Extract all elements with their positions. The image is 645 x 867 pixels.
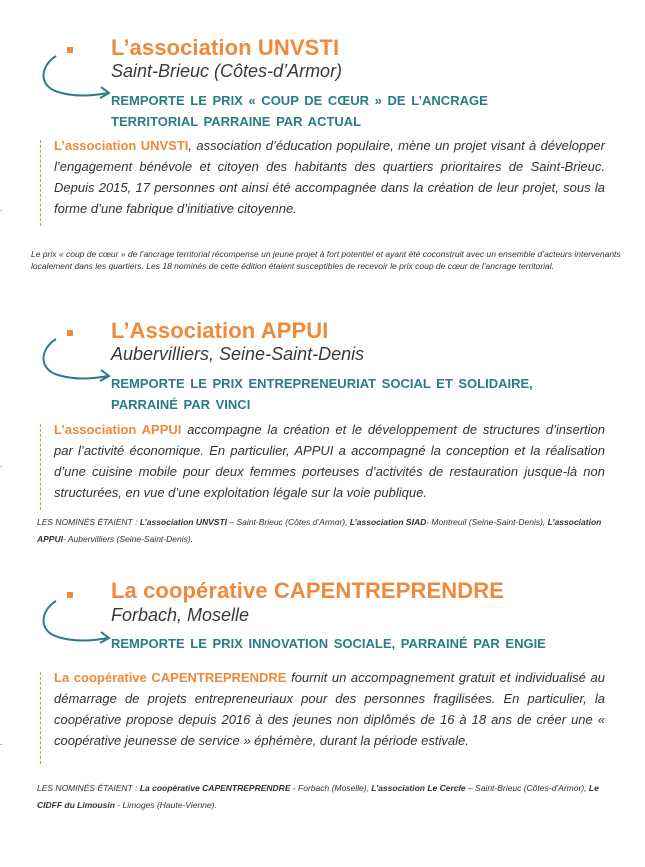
nominee-name: Le CIDFF du Limousin xyxy=(37,783,599,810)
description-highlight: L’association APPUI xyxy=(54,422,182,437)
nominee-name: L’association SIAD xyxy=(349,517,427,527)
prize-note: Le prix « coup de cœur » de l’ancrage territorial récompense un jeune projet à fort potentiel et ayant été coconstruit avec un ensemble d’acteurs intervenants localement dans les quartiers. Les 18 nominés de cette édition étaient susceptibles de recevoir le prix coup de cœur de l’ancrage territorial. xyxy=(31,249,621,271)
nominee-name: L’association UNVSTI xyxy=(139,517,228,527)
section-description xyxy=(54,667,605,751)
prize-heading xyxy=(111,633,631,654)
section-location: Saint-Brieuc (Côtes-d’Armor) xyxy=(111,61,343,81)
prize-line: REMPORTE LE PRIX « COUP DE CŒUR » DE L’ANCRAGE xyxy=(111,93,488,108)
nominee-name: La coopérative CAPENTREPRENDRE xyxy=(139,783,291,793)
nominees-list xyxy=(37,780,607,814)
section-title: L’association UNVSTI xyxy=(111,35,340,60)
nominee-place: - Aubervilliers (Seine-Saint-Denis). xyxy=(62,534,194,544)
prize-line: REMPORTE LE PRIX INNOVATION SOCIALE, PARRAINÉ PAR ENGIE xyxy=(111,636,546,651)
prize-line: REMPORTE LE PRIX ENTREPRENEURIAT SOCIAL ET SOLIDAIRE, xyxy=(111,376,533,391)
section-location: Forbach, Moselle xyxy=(111,605,250,625)
section-location: Aubervilliers, Seine-Saint-Denis xyxy=(111,344,365,364)
nominee-place: - Montreuil (Seine-Saint-Denis), xyxy=(426,517,548,527)
nominee-name: L’association APPUI xyxy=(37,517,602,544)
section-title: La coopérative CAPENTREPRENDRE xyxy=(111,578,504,603)
dashed-rule xyxy=(40,672,41,764)
section-title: L’Association APPUI xyxy=(111,318,329,343)
description-text: fournit un accompagnement gratuit et individualisé au démarrage de projets entrepreneuriaux pour des personnes fragilisées. En particulier, la coopérative propose depuis 2016 à des jeunes non diplômés de 16 à 18 ans de créer une « coopérative jeunesse de service » éphémère, durant la période estivale. xyxy=(54,670,605,748)
nominees-label: LES NOMINÉS ÉTAIENT : xyxy=(37,517,140,527)
nominees-label: LES NOMINÉS ÉTAIENT : xyxy=(37,783,140,793)
prize-line: TERRITORIAL PARRAINE PAR ACTUAL xyxy=(111,114,362,129)
nominee-place: - Forbach (Moselle), xyxy=(290,783,372,793)
description-highlight: La coopérative CAPENTREPRENDRE xyxy=(54,670,287,685)
description-text: accompagne la création et le développement de structures d’insertion par l’activité économique. En particulier, APPUI a accompagné la conception et la réalisation d’une cuisine mobile pour deux femmes porteuses d’activités de restauration jusque-là non structurées, en vue d’une exploitation légale sur la voie publique. xyxy=(54,422,605,500)
nominee-place: - Limoges (Haute-Vienne). xyxy=(114,800,217,810)
nominee-place: – Saint-Brieuc (Côtes-d’Armor), xyxy=(465,783,589,793)
description-highlight: L’association UNVSTI xyxy=(54,138,189,153)
prize-line: PARRAINÉ PAR VINCI xyxy=(111,397,251,412)
nominee-place: – Saint-Brieuc (Côtes d’Armor), xyxy=(227,517,350,527)
description-text: , association d’éducation populaire, mène un projet visant à développer l’engagement bénévole et citoyen des habitants des quartiers prioritaires de Saint-Brieuc. Depuis 2015, 17 personnes ont ainsi été accompagnée dans la création de leur projet, sous la forme d’une fabrique d’initiative citoyenne. xyxy=(54,138,605,216)
nominee-name: L’association Le Cercle xyxy=(371,783,466,793)
curved-arrow-icon xyxy=(36,597,112,647)
